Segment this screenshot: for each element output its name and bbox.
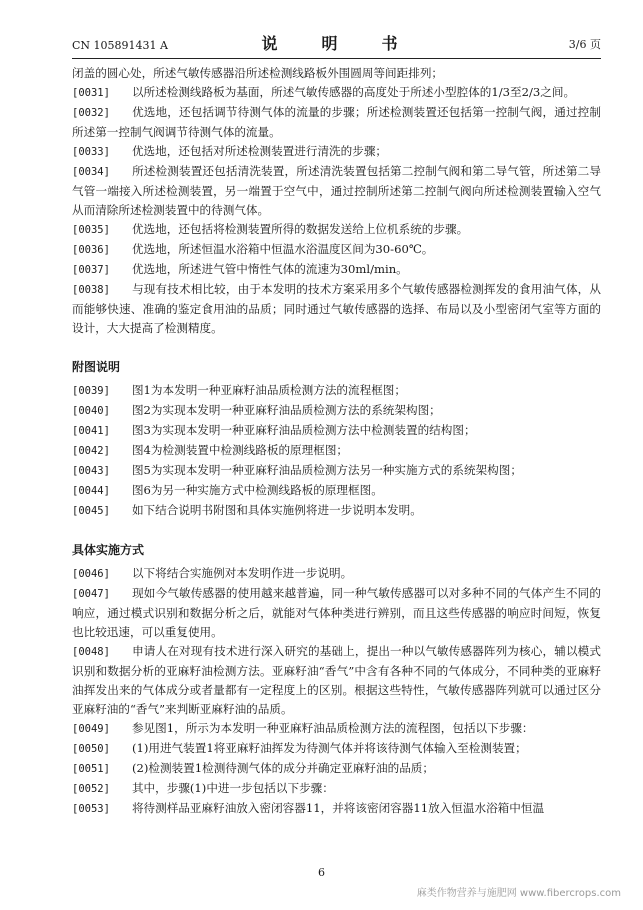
paragraph-text: 优选地，还包括将检测装置所得的数据发送给上位机系统的步骤。	[131, 222, 469, 236]
paragraph-group-summary	[72, 83, 601, 338]
paragraph-number: [0050]	[72, 743, 110, 755]
paragraph	[72, 220, 601, 240]
page-reference: 3/6 页	[568, 38, 601, 51]
paragraph-number: [0043]	[72, 465, 110, 477]
paragraph-text: 所述检测装置还包括清洗装置，所述清洗装置包括第二控制气阀和第二导气管，所述第二导气管一端接入所述检测装置，另一端置于空气中，通过控制所述第二控制气阀向所述检测装置输入空气从而清除所述检测装置中的待测气体。	[72, 164, 601, 217]
paragraph-text: 以所述检测线路板为基面，所述气敏传感器的高度处于所述小型腔体的1/3至2/3之间。	[131, 85, 576, 99]
paragraph-text: 优选地，所述进气管中惰性气体的流速为30ml/min。	[131, 262, 408, 276]
paragraph-text: 现如今气敏传感器的使用越来越普遍，同一种气敏传感器可以对多种不同的气体产生不同的响应，通过模式识别和数据分析之后，就能对气体种类进行辨别，而且这些传感器的响应时间短，恢复也比较迅速，可以重复使用。	[72, 586, 601, 639]
paragraph	[72, 564, 601, 584]
paragraph	[72, 759, 601, 779]
document-title: 说 明 书	[261, 34, 412, 53]
paragraph-number: [0049]	[72, 723, 110, 735]
watermark: 麻类作物营养与施肥网 www.fibercrops.com	[416, 888, 621, 899]
paragraph-number: [0034]	[72, 166, 110, 178]
paragraph	[72, 642, 601, 719]
paragraph-text: 参见图1，所示为本发明一种亚麻籽油品质检测方法的流程图，包括以下步骤：	[131, 721, 534, 735]
paragraph	[72, 142, 601, 162]
paragraph	[72, 381, 601, 401]
paragraph-text: 优选地，还包括对所述检测装置进行清洗的步骤；	[131, 144, 388, 158]
paragraph-number: [0033]	[72, 146, 110, 158]
paragraph-number: [0053]	[72, 803, 110, 815]
paragraph-number: [0031]	[72, 87, 110, 99]
paragraph-text: 其中，步骤(1)中进一步包括以下步骤：	[131, 781, 334, 795]
paragraph-number: [0035]	[72, 224, 110, 236]
paragraph	[72, 501, 601, 521]
paragraph-number: [0041]	[72, 425, 110, 437]
paragraph	[72, 461, 601, 481]
paragraph-text: 图5为实现本发明一种亚麻籽油品质检测方法另一种实施方式的系统架构图；	[131, 463, 522, 477]
paragraph-text: 图3为实现本发明一种亚麻籽油品质检测方法中检测装置的结构图；	[131, 423, 476, 437]
paragraph-text: 图6为另一种实施方式中检测线路板的原理框图。	[131, 483, 383, 497]
paragraph-number: [0038]	[72, 284, 110, 296]
paragraph	[72, 779, 601, 799]
paragraph-text: 图1为本发明一种亚麻籽油品质检测方法的流程框图；	[131, 383, 406, 397]
paragraph	[72, 162, 601, 220]
paragraph	[72, 719, 601, 739]
publication-number: CN 105891431 A	[72, 39, 168, 52]
paragraph	[72, 240, 601, 260]
paragraph-number: [0040]	[72, 405, 110, 417]
paragraph-text: 优选地，所述恒温水浴箱中恒温水浴温度区间为30-60℃。	[131, 242, 434, 256]
paragraph-number: [0046]	[72, 568, 110, 580]
paragraph-number: [0032]	[72, 107, 110, 119]
section-title-embodiments: 具体实施方式	[72, 543, 145, 557]
paragraph-number: [0045]	[72, 505, 110, 517]
paragraph-text: 如下结合说明书附图和具体实施例将进一步说明本发明。	[131, 503, 422, 517]
paragraph-number: [0036]	[72, 244, 110, 256]
paragraph	[72, 260, 601, 280]
paragraph-text: 优选地，还包括调节待测气体的流量的步骤；所述检测装置还包括第一控制气阀，通过控制所述第一控制气阀调节待测气体的流量。	[72, 105, 601, 139]
paragraph-group-embodiments	[72, 564, 601, 819]
section-title-drawings: 附图说明	[72, 360, 121, 374]
paragraph-group-drawings	[72, 381, 601, 521]
paragraph-text: 与现有技术相比较，由于本发明的技术方案采用多个气敏传感器检测挥发的食用油气体，从而能够快速、准确的鉴定食用油的品质；同时通过气敏传感器的选择、布局以及小型密闭气室等方面的设计，大大提高了检测精度。	[72, 282, 601, 335]
paragraph-text: 图4为检测装置中检测线路板的原理框图；	[131, 443, 349, 457]
paragraph	[72, 739, 601, 759]
paragraph-number: [0044]	[72, 485, 110, 497]
paragraph-text: 申请人在对现有技术进行深入研究的基础上，提出一种以气敏传感器阵列为核心，辅以模式识别和数据分析的亚麻籽油检测方法。亚麻籽油“香气”中含有各种不同的气体成分，不同种类的亚麻籽油挥发出来的气体成分或者量都有一定程度上的区别。根据这些特性，气敏传感器阵列就可以通过区分亚麻籽油的“香气”来判断亚麻籽油的品质。	[72, 644, 601, 716]
paragraph	[72, 481, 601, 501]
paragraph	[72, 103, 601, 142]
paragraph-number: [0052]	[72, 783, 110, 795]
paragraph-text: 将待测样品亚麻籽油放入密闭容器11，并将该密闭容器11放入恒温水浴箱中恒温	[131, 801, 545, 815]
paragraph	[72, 799, 601, 819]
paragraph-number: [0039]	[72, 385, 110, 397]
paragraph-text: (2)检测装置1检测待测气体的成分并确定亚麻籽油的品质；	[131, 761, 434, 775]
paragraph	[72, 441, 601, 461]
paragraph	[72, 83, 601, 103]
intro-line: 闭盖的圆心处，所述气敏传感器沿所述检测线路板外围圆周等间距排列；	[72, 66, 444, 80]
paragraph-number: [0048]	[72, 646, 110, 658]
page-header	[72, 30, 601, 59]
paragraph-text: 图2为实现本发明一种亚麻籽油品质检测方法的系统架构图；	[131, 403, 441, 417]
paragraph-number: [0037]	[72, 264, 110, 276]
paragraph	[72, 584, 601, 642]
document-body	[72, 64, 601, 819]
paragraph	[72, 421, 601, 441]
paragraph-text: 以下将结合实施例对本发明作进一步说明。	[131, 566, 353, 580]
paragraph-text: (1)用进气装置1将亚麻籽油挥发为待测气体并将该待测气体输入至检测装置；	[131, 741, 527, 755]
paragraph-number: [0047]	[72, 588, 110, 600]
paragraph-number: [0042]	[72, 445, 110, 457]
paragraph-number: [0051]	[72, 763, 110, 775]
paragraph	[72, 401, 601, 421]
paragraph	[72, 280, 601, 338]
page-number: 6	[318, 866, 325, 879]
